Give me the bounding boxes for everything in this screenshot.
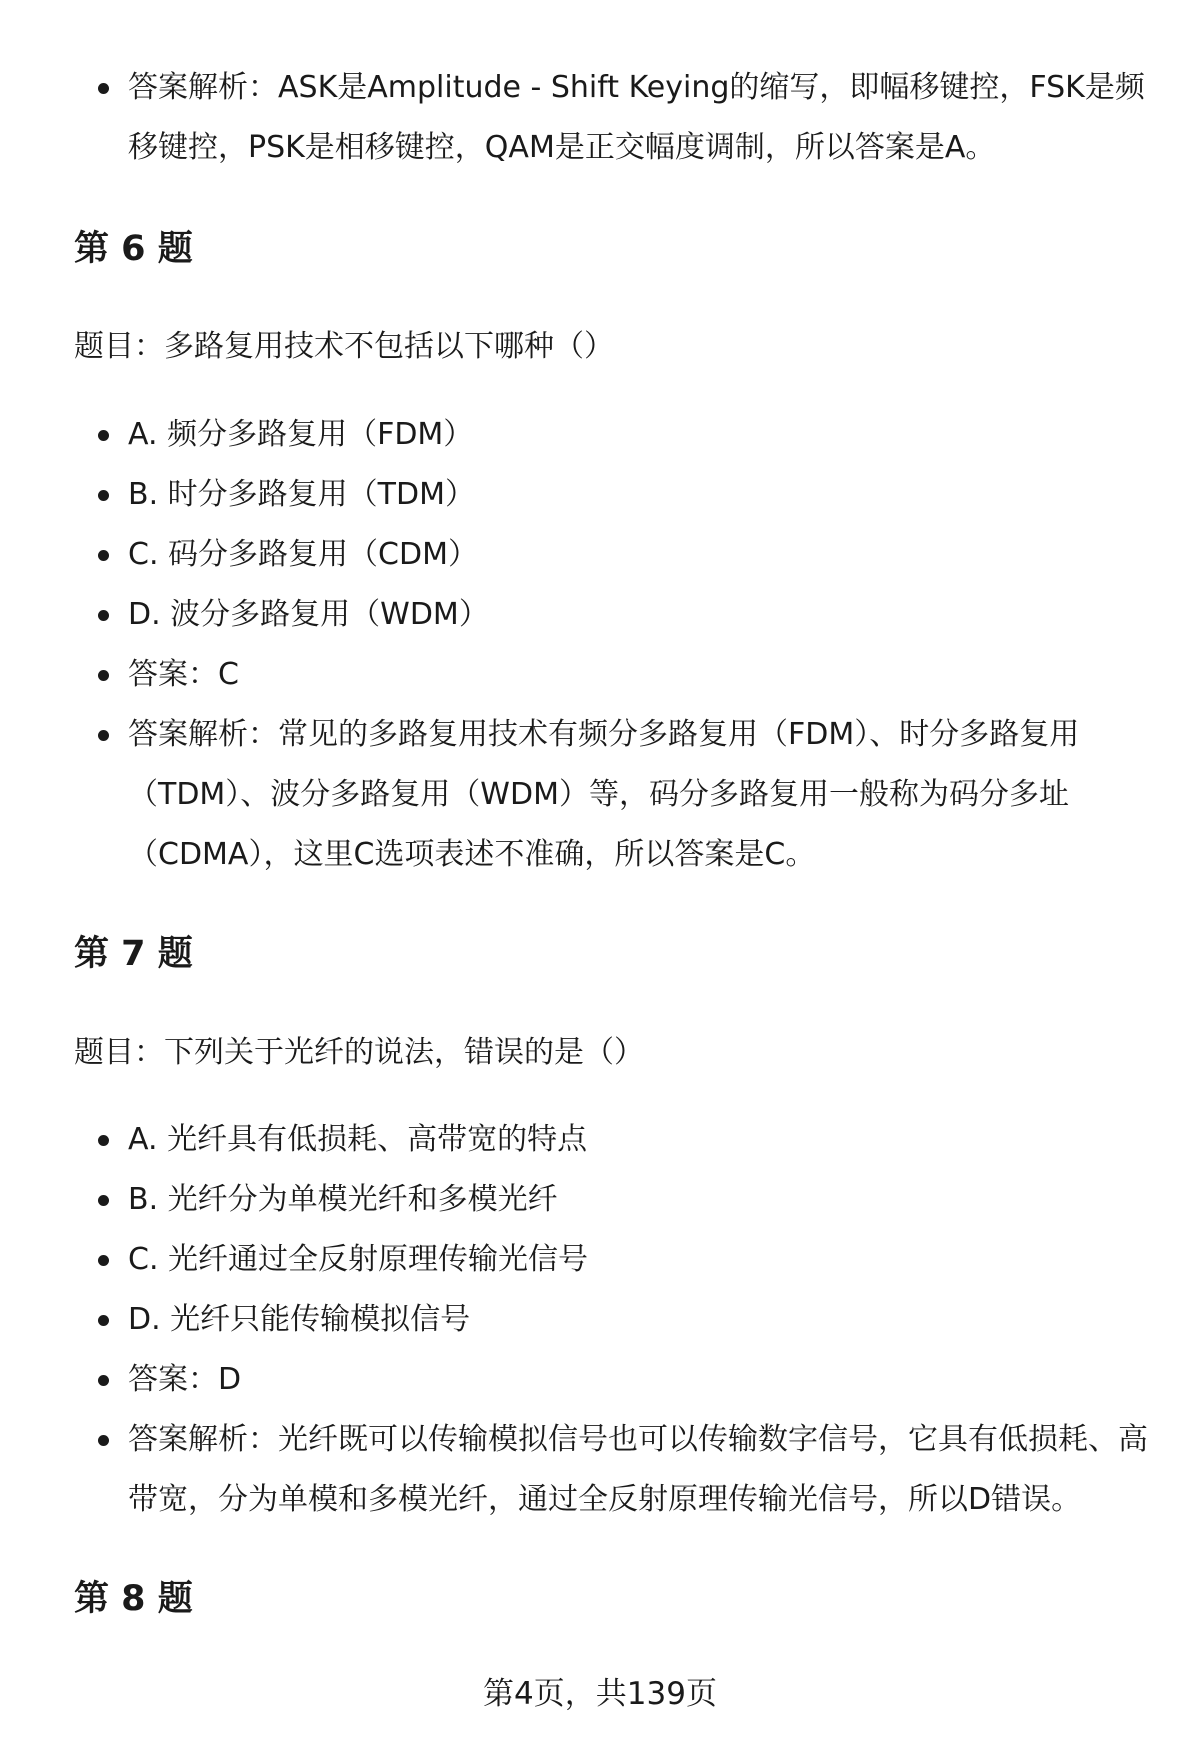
question-7-answer: 答案：D bbox=[0, 1350, 1200, 1410]
question-6-option-a: A. 频分多路复用（FDM） bbox=[0, 405, 1200, 465]
question-7-option-b: B. 光纤分为单模光纤和多模光纤 bbox=[0, 1170, 1200, 1230]
question-7-option-a: A. 光纤具有低损耗、高带宽的特点 bbox=[0, 1110, 1200, 1170]
question-6-option-c: C. 码分多路复用（CDM） bbox=[0, 525, 1200, 585]
question-6-heading: 第 6 题 bbox=[74, 229, 193, 269]
question-6-list bbox=[0, 405, 1200, 885]
question-7-list bbox=[0, 1110, 1200, 1530]
page-number-footer: 第4页，共139页 bbox=[483, 1676, 717, 1712]
question-7-option-d: D. 光纤只能传输模拟信号 bbox=[0, 1290, 1200, 1350]
question-7-explanation: 答案解析：光纤既可以传输模拟信号也可以传输数字信号，它具有低损耗、高带宽，分为单模和多模光纤，通过全反射原理传输光信号，所以D错误。 bbox=[0, 1410, 1200, 1530]
question-6-answer: 答案：C bbox=[0, 645, 1200, 705]
question-6-explanation: 答案解析：常见的多路复用技术有频分多路复用（FDM）、时分多路复用（TDM）、波分多路复用（WDM）等，码分多路复用一般称为码分多址（CDMA），这里C选项表述不准确，所以答案是C。 bbox=[0, 705, 1200, 885]
question-6-stem: 题目：多路复用技术不包括以下哪种（） bbox=[74, 329, 614, 364]
question-8-heading: 第 8 题 bbox=[74, 1579, 193, 1619]
question-6-option-d: D. 波分多路复用（WDM） bbox=[0, 585, 1200, 645]
prev-question-explanation: 答案解析：ASK是Amplitude - Shift Keying的缩写，即幅移键控，FSK是频移键控，PSK是相移键控，QAM是正交幅度调制，所以答案是A。 bbox=[0, 58, 1200, 178]
question-6-option-b: B. 时分多路复用（TDM） bbox=[0, 465, 1200, 525]
question-7-option-c: C. 光纤通过全反射原理传输光信号 bbox=[0, 1230, 1200, 1290]
question-7-stem: 题目：下列关于光纤的说法，错误的是（） bbox=[74, 1035, 644, 1070]
question-7-heading: 第 7 题 bbox=[74, 934, 193, 974]
prev-question-list bbox=[0, 58, 1200, 178]
